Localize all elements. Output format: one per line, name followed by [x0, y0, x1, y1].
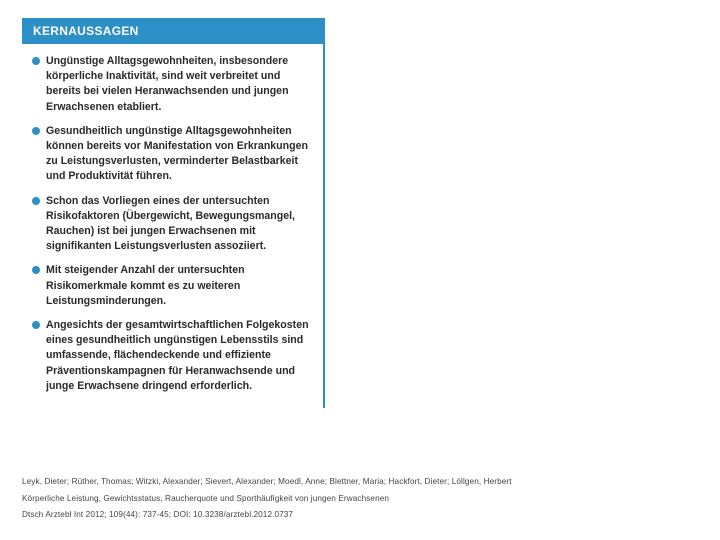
list-item-text: Mit steigender Anzahl der untersuchten Risikomerkmale kommt es zu weiteren Leistungsminderungen. [46, 264, 245, 307]
bullet-dot-icon [32, 266, 40, 274]
citation-authors: Leyk, Dieter; Rüther, Thomas; Witzki, Alexander; Sievert, Alexander; Moedl, Anne; Blettner, Maria; Hackfort, Dieter; Löllgen, Herbert [22, 477, 512, 486]
bullet-dot-icon [32, 197, 40, 205]
citation-title: Körperliche Leistung, Gewichtsstatus, Raucherquote und Sporthäufigkeit von jungen Erwachsenen [22, 493, 390, 503]
list-item-text: Gesundheitlich ungünstige Alltagsgewohnheiten können bereits vor Manifestation von Erkrankungen zu Leistungsverlusten, verminderter Belastbarkeit und Produktivität führen. [46, 124, 308, 183]
list-item [32, 263, 315, 309]
list-item-text: Angesichts der gesamtwirtschaftlichen Folgekosten eines gesundheitlich ungünstigen Lebensstils sind umfassende, flächendeckende und effiziente Präventionskampagnen für Heranwachsende und junge Erwachsene dringend erforderlich. [46, 319, 309, 392]
list-item [32, 124, 315, 185]
citation-journal: Dtsch Arztebl Int 2012; 109(44): 737-45; DOI: 10.3238/arztebl.2012.0737 [22, 510, 294, 519]
list-item-text: Ungünstige Alltagsgewohnheiten, insbesondere körperliche Inaktivität, sind weit verbreitet und bereits bei vielen Heranwachsenden und jungen Erwachsenen etabliert. [46, 55, 289, 113]
citation [22, 474, 512, 524]
key-messages-box [22, 18, 325, 408]
list-item [32, 318, 315, 394]
bullet-dot-icon [32, 127, 40, 135]
bullet-dot-icon [32, 57, 40, 65]
bullet-dot-icon [32, 321, 40, 329]
key-messages-list [22, 44, 323, 394]
list-item-text: Schon das Vorliegen eines der untersuchten Risikofaktoren (Übergewicht, Bewegungsmangel, Rauchen) ist bei jungen Erwachsenen mit signifikanten Leistungsverlusten assoziiert. [46, 194, 295, 253]
list-item [32, 194, 315, 255]
list-item [32, 54, 315, 115]
key-messages-header [22, 18, 323, 44]
key-messages-title: KERNAUSSAGEN [33, 24, 139, 38]
